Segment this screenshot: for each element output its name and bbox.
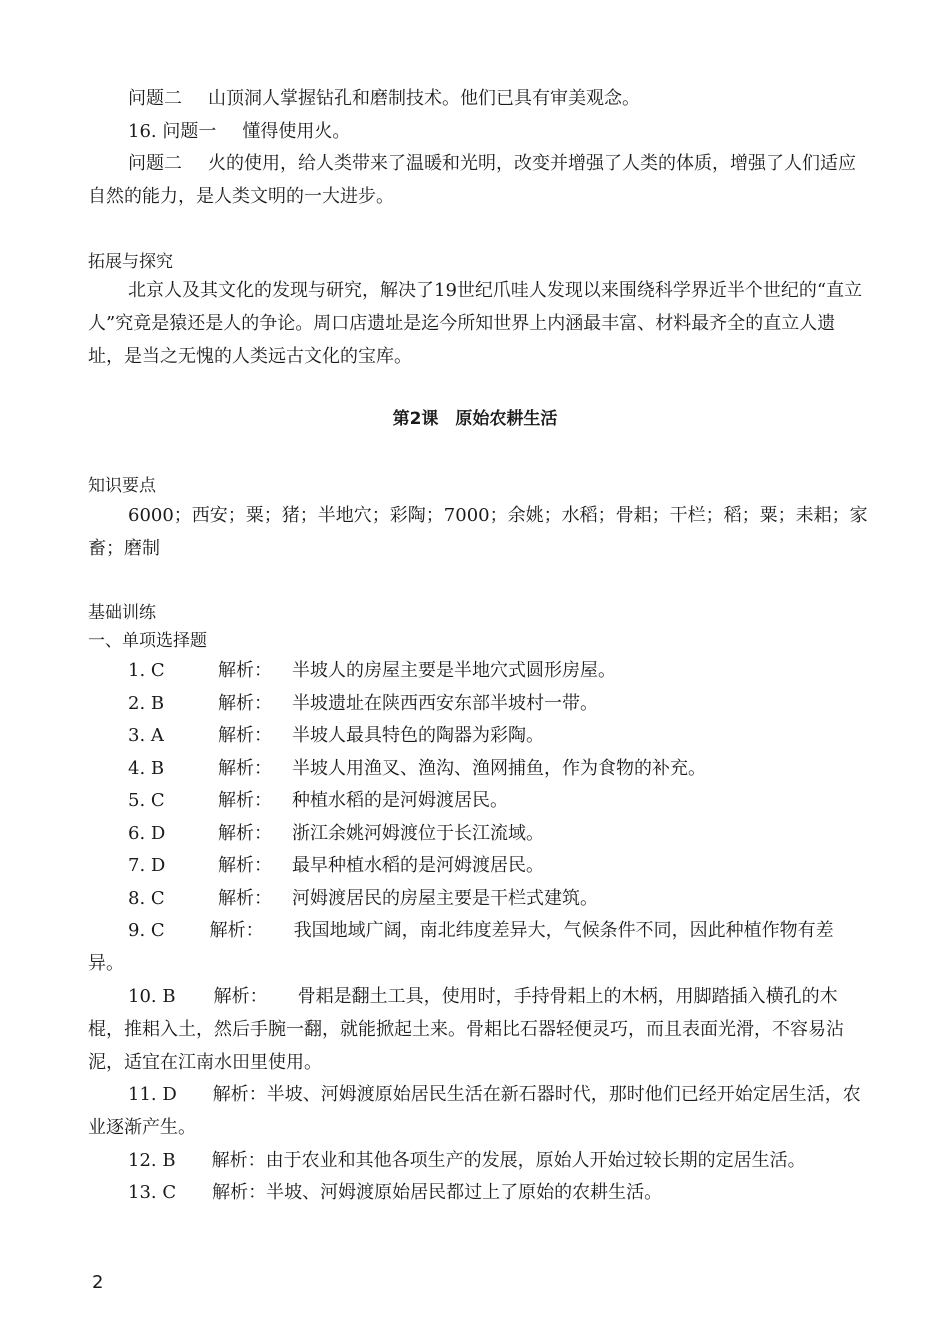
knowledge-paragraph: 6000；西安；粟；猪；半地穴；彩陶；7000；余姚；水稻；骨耜；干栏；稻；粟；耒耜；家畜；磨制 xyxy=(88,505,868,559)
answer-line: 问题二 山顶洞人掌握钻孔和磨制技术。他们已具有审美观念。 xyxy=(128,88,640,109)
answer-item-long: 9. C 解析： 我国地域广阔，南北纬度差异大，气候条件不同，因此种植作物有差异。 xyxy=(88,920,834,974)
expand-paragraph: 北京人及其文化的发现与研究，解决了19世纪爪哇人发现以来围绕科学界近半个世纪的“直立人”究竟是猿还是人的争论。周口店遗址是迄今所知世界上内涵最丰富、材料最齐全的直立人遗址，是当之无愧的人类远古文化的宝库。 xyxy=(88,280,863,367)
document-page: 问题二 山顶洞人掌握钻孔和磨制技术。他们已具有审美观念。 16. 问题一 懂得使用火。 问题二 火的使用，给人类带来了温暖和光明，改变并增强了人类的体质，增强了人们适应自然的能力，是人类文明的一大进步。 拓展与探究 北京人及其文化的发现与研究，解决了19世纪爪哇人发现以来围绕科学界近半个世纪的“直立人”究竟是猿还是人的争论。周口店遗址是迄今所知世界上内涵最丰富、材料最齐全的直立人遗址，是当之无愧的人类远古文化的宝库。 第2课 原始农耕生活 知识要点 6000；西安；粟；猪；半地穴；彩陶；7000；余姚；水稻；骨耜；干栏；稻；粟；耒耜；家畜；磨制 基础训练 一、单项选择题 1. C 解析： 半坡人的房屋主要是半地穴式圆形房屋。 2. B 解析： 半坡遗址在陕西西安东部半坡村一带。 3. A 解析： 半坡人最具特色的陶器为彩陶。 4. B 解析： 半坡人用渔叉、渔沟、渔网捕鱼，作为食物的补充。 5. C 解析： 种植水稻的是河姆渡居民。 6. D 解析： 浙江余姚河姆渡位于长江流域。 7. D 解析： 最早种植水稻的是河姆渡居民。 8. C 解析： 河姆渡居民的房屋主要是干栏式建筑。 9. C 解析： 我国地域广阔，南北纬度差异大，气候条件不同，因此种植作物有差异。 10. B 解析： 骨耜是翻土工具，使用时，手持骨耜上的木柄，用脚踏插入横孔的木棍，推耜入土，然后手腕一翻，就能掀起土来。骨耜比石器轻便灵巧，而且表面光滑，不容易沾泥，适宜在江南水田里使用。 11. D 解析：半坡、河姆渡原始居民生活在新石器时代，那时他们已经开始定居生活，农业逐渐产生。 12. B 解析：由于农业和其他各项生产的发展，原始人开始过较长期的定居生活。 13. C 解析：半坡、河姆渡原始居民都过上了原始的农耕生活。 2 xyxy=(0,0,950,1336)
answer-paragraph: 问题二 火的使用，给人类带来了温暖和光明，改变并增强了人类的体质，增强了人们适应自然的能力，是人类文明的一大进步。 xyxy=(88,153,856,207)
lesson-title: 第2课 原始农耕生活 xyxy=(392,409,558,429)
section-heading-training: 基础训练 xyxy=(88,603,156,623)
section-heading-knowledge: 知识要点 xyxy=(88,476,156,496)
answer-item-long: 12. B 解析：由于农业和其他各项生产的发展，原始人开始过较长期的定居生活。 xyxy=(128,1150,806,1171)
subheading-single-choice: 一、单项选择题 xyxy=(88,631,207,651)
answer-item-long: 11. D 解析：半坡、河姆渡原始居民生活在新石器时代，那时他们已经开始定居生活，农业逐渐产生。 xyxy=(88,1084,861,1138)
answer-item-long: 10. B 解析： 骨耜是翻土工具，使用时，手持骨耜上的木柄，用脚踏插入横孔的木棍，推耜入土，然后手腕一翻，就能掀起土来。骨耜比石器轻便灵巧，而且表面光滑，不容易沾泥，适宜在江南水田里使用。 xyxy=(88,986,844,1073)
page-number: 2 xyxy=(92,1272,104,1293)
section-heading-expand: 拓展与探究 xyxy=(88,252,173,272)
answer-line: 16. 问题一 懂得使用火。 xyxy=(128,121,351,142)
answer-item-long: 13. C 解析：半坡、河姆渡原始居民都过上了原始的农耕生活。 xyxy=(128,1182,663,1203)
